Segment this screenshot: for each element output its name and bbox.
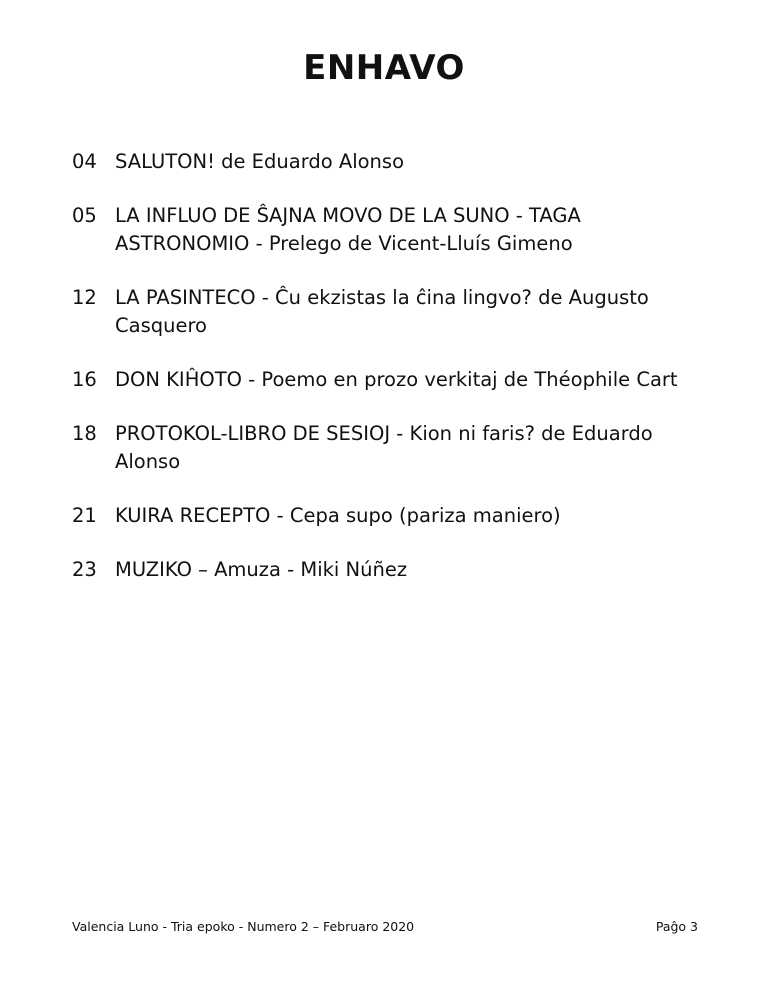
- toc-page-number: 21: [72, 504, 97, 527]
- toc-entry-protokol-libro: [72, 420, 712, 476]
- toc-entry-text: PROTOKOL-LIBRO DE SESIOJ - Kion ni faris? de Eduardo Alonso: [115, 422, 653, 473]
- toc-page-number: 18: [72, 422, 97, 445]
- page-footer: [72, 918, 698, 936]
- toc-entry-text: MUZIKO – Amuza - Miki Núñez: [115, 558, 408, 581]
- footer-page-number: Paĝo 3: [655, 919, 698, 934]
- toc-entry-saluton: [72, 148, 712, 176]
- toc-entry-la-pasinteco: [72, 284, 712, 340]
- toc-page-number: 16: [72, 368, 97, 391]
- toc-entry-text: LA PASINTECO - Ĉu ekzistas la ĉina lingvo? de Augusto Casquero: [115, 286, 649, 337]
- toc-entry-text: LA INFLUO DE ŜAJNA MOVO DE LA SUNO - TAGA ASTRONOMIO - Prelego de Vicent-Lluís Gimeno: [115, 204, 581, 255]
- toc-entry-la-influo: [72, 202, 712, 258]
- toc-entry-text: SALUTON! de Eduardo Alonso: [115, 150, 405, 173]
- toc-entry-text: DON KIĤOTO - Poemo en prozo verkitaj de Théophile Cart: [115, 368, 678, 391]
- toc-page-number: 12: [72, 286, 97, 309]
- toc-entry-text: KUIRA RECEPTO - Cepa supo (pariza maniero): [115, 504, 561, 527]
- toc-page-number: 04: [72, 150, 97, 173]
- footer-publication-info: Valencia Luno - Tria epoko - Numero 2 – Februaro 2020: [72, 919, 415, 934]
- table-of-contents: [72, 148, 712, 610]
- page-title: ENHAVO: [303, 48, 465, 88]
- toc-entry-muziko: [72, 556, 712, 584]
- toc-entry-kuira-recepto: [72, 502, 712, 530]
- toc-page-number: 05: [72, 204, 97, 227]
- toc-page-number: 23: [72, 558, 97, 581]
- toc-entry-don-kihxoto: [72, 366, 712, 394]
